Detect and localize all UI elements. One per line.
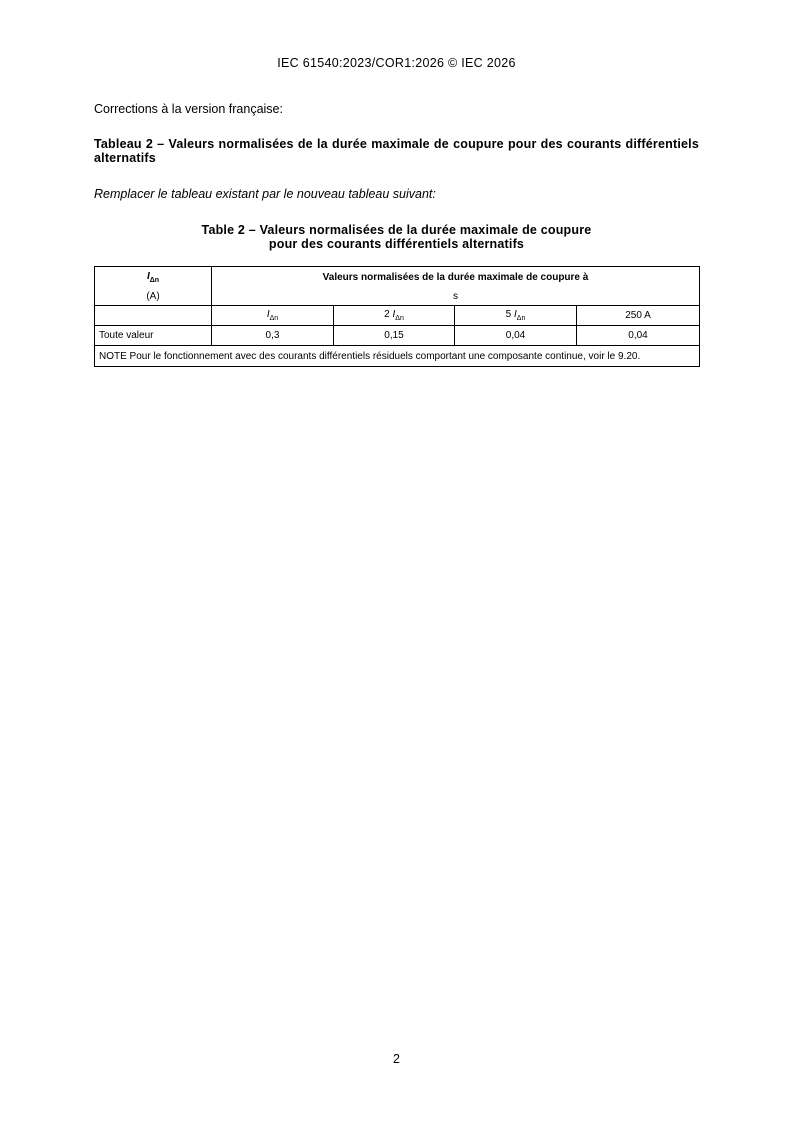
table-caption-line1: Table 2 – Valeurs normalisées de la durée maximale de coupure	[201, 223, 592, 237]
table-caption-line2: pour des courants différentiels alternatifs	[268, 237, 525, 251]
subheader-cell: 5 $I_{\Delta n}$	[455, 306, 577, 326]
header-values-unit: s	[212, 287, 700, 306]
table-caption	[0, 223, 793, 251]
row-label: Toute valeur	[95, 326, 212, 346]
replacement-instruction: Remplacer le tableau existant par le nouveau tableau suivant:	[94, 187, 436, 201]
subheader-cell: $I_{\Delta n}$	[212, 306, 334, 326]
header-current-unit: (A)	[95, 287, 212, 306]
subheader-cell: 250 A	[577, 306, 700, 326]
subheader-cell: 2 $I_{\Delta n}$	[334, 306, 455, 326]
header-values-title: Valeurs normalisées de la durée maximale de coupure à	[212, 267, 700, 288]
table-cell: 0,3	[212, 326, 334, 346]
header-current-symbol: $I_{\Delta n}$	[95, 267, 212, 288]
breaking-time-table	[94, 266, 700, 367]
corrections-intro: Corrections à la version française:	[94, 102, 283, 116]
page-header: IEC 61540:2023/COR1:2026 © IEC 2026	[277, 56, 516, 70]
section-title: Tableau 2 – Valeurs normalisées de la durée maximale de coupure pour des courants différentiels alternatifs	[94, 137, 699, 165]
page-number: 2	[393, 1052, 400, 1066]
table-cell: 0,04	[577, 326, 700, 346]
table-row	[95, 326, 700, 346]
subheader-empty-cell	[95, 306, 212, 326]
table-cell: 0,04	[455, 326, 577, 346]
table-cell: 0,15	[334, 326, 455, 346]
table-note: NOTE Pour le fonctionnement avec des courants différentiels résiduels comportant une composante continue, voir le 9.20.	[95, 346, 700, 367]
